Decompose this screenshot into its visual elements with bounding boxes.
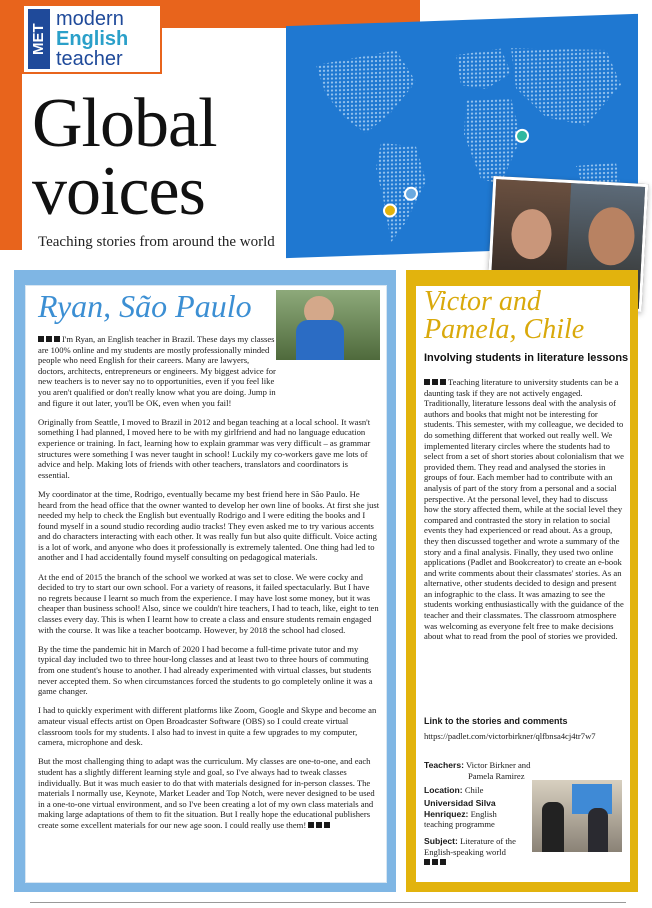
bullet-square-icon xyxy=(440,379,446,385)
europe xyxy=(456,48,511,90)
subject-label: Subject: xyxy=(424,836,458,846)
ryan-paragraph-1-text: I'm Ryan, an English teacher in Brazil. These days my classes are 100% online and my students are mostly professionally minded people who need English for their careers. Many are lawyers, doctors, architects, entrepreneurs or engineers. My biggest advice for new teachers is to never say no to opportunities, even if you feel like you aren't qualified or don't really know what you are doing. Jump in and figure it out later, you'll be OK, even when you fail! xyxy=(38,334,276,408)
ryan-paragraph-3: My coordinator at the time, Rodrigo, eventually became my best friend here in São Paulo. He heard from the head office that the owner wanted to develop her own line of books. At first she just needed my help to check the English but eventually Rodrigo and I were editing the books and I found myself in a sound studio recording audio tracks! They even asked me to try various accents and do characters interacting with each other. It was really fun but also quite difficult. Voice acting is a lot of work, and anyone who does it professionally is extremely talented. One thing had led to another and I had accidentally found myself consulting on pedagogical materials. xyxy=(38,488,380,563)
bullet-square-icon xyxy=(46,336,52,342)
bullet-square-icon xyxy=(432,379,438,385)
ryan-heading: Ryan, São Paulo xyxy=(38,288,252,324)
africa xyxy=(464,98,521,185)
victor-subheading: Involving students in literature lessons xyxy=(424,352,629,364)
footer-rule xyxy=(30,902,626,908)
asia xyxy=(511,44,621,128)
ryan-paragraph-6: I had to quickly experiment with different platforms like Zoom, Google and Skype and become an amateur visual effects artist on Open Broadcaster Software (OBS) so I could create virtual classroom tools for my students. I also had to invest in quite a few upgrades to my computer, camera, microphone and desk. xyxy=(38,705,377,748)
title-line-1: Global xyxy=(32,85,217,162)
page-title xyxy=(32,85,217,230)
victor-article-text: Teaching literature to university students can be a daunting task if they are not actively engaged. Traditionally, literature lessons deal with the analysis of authors and books that might not be interesting for students. This semester, with my colleague, we decided to do something different that worked out really well. We implemented literary circles where the students had to select from a set of short stories about colonialism that we provided them. They read and analysed the stories in groups of four. Each member had to contribute with an analysis of part of the story from a personal and a social perspective. At the personal level, they had to discuss how the story affected them, while at the social level they compared and contrasted the story in relation to social events they had experienced or read about. As a group, they then discussed together and wrote a summary of the story and a final analysis. Finally, they used two online applications (Padlet and Bookcreator) to create an e-book and write comments about their classmates' stories. As an alternative, other students decided to design and present an infographic to the class. It was amazing to see the students working enthusiastically with the guidance of the teacher and their classmates. The classroom atmosphere was welcoming as everyone felt free to make decisions about what to read from the pool of stories we provided. xyxy=(424,377,624,642)
logo-line-3: teacher xyxy=(56,48,123,70)
logo-line-2: English xyxy=(56,28,129,50)
left-band xyxy=(0,0,22,250)
university-label-1: Universidad Silva xyxy=(424,798,496,808)
ryan-paragraph-4: At the end of 2015 the branch of the school we worked at was set to close. We were cocky and decided to try to start our own school. For a variety of reasons, it failed spectacularly. But I have no regrets because I learnt so much from the experience. I may have lost some money, but it was cheaper than business school! Also, since we couldn't hire teachers, I had to teach, like, eight to ten classes every day. This is when I learnt how to create a class and ensure students remain engaged with the course. It was like a teacher bootcamp. However, by 2018 the school had closed. xyxy=(38,571,379,635)
end-square-icon xyxy=(316,822,322,828)
location-value: Chile xyxy=(464,785,484,795)
victor-article xyxy=(424,377,624,642)
title-line-2: voices xyxy=(32,153,205,230)
south-america xyxy=(376,141,426,243)
teachers-info xyxy=(424,760,530,781)
end-square-icon xyxy=(308,822,314,828)
ryan-paragraph-5: By the time the pandemic hit in March of 2020 I had become a full-time private tutor and my typical day included two to three hour-long classes and at least two to three hours of commuting from one student's house to another. I had already experimented with virtual classes, but students never accepted them. So when circumstances forced the students to go completely online it was a game changer. xyxy=(38,643,373,697)
location-info xyxy=(424,785,483,796)
teachers-value-1: Victor Birkner and xyxy=(465,760,531,770)
met-logo xyxy=(22,4,162,74)
university-label-2: Henriquez: xyxy=(424,808,469,819)
marker-asia xyxy=(516,130,528,142)
subject-value-1: Literature of the xyxy=(460,836,516,846)
marker-brazil xyxy=(405,188,417,200)
end-square-icon xyxy=(432,859,438,865)
victor-heading xyxy=(424,288,624,344)
logo-mark: MET xyxy=(28,9,50,69)
end-square-icon xyxy=(324,822,330,828)
classroom-photo xyxy=(532,780,622,852)
victor-heading-line-1: Victor and xyxy=(424,286,541,317)
student-figure-1 xyxy=(542,802,564,852)
page-subtitle: Teaching stories from around the world xyxy=(38,234,275,250)
student-figure-2 xyxy=(588,808,608,852)
bullet-square-icon xyxy=(424,379,430,385)
subject-info xyxy=(424,836,516,868)
teachers-label: Teachers: xyxy=(424,760,464,770)
ryan-paragraph-7 xyxy=(38,756,380,830)
victor-heading-line-2: Pamela, Chile xyxy=(424,314,585,345)
link-heading: Link to the stories and comments xyxy=(424,716,568,726)
university-value-2: teaching programme xyxy=(424,819,495,830)
ryan-paragraph-1 xyxy=(38,334,380,408)
end-square-icon xyxy=(424,859,430,865)
ryan-paragraph-7-text: But the most challenging thing to adapt was the curriculum. My classes are one-to-one, and each student has a slightly different learning style and goal, so I've always had to tweak classes individually. But it was much easier to do that with materials designed for in-person classes. The materials I normally use, Keynote, Market Leader and Top Notch, were never designed to be used in a one-to-one virtual environment, and so I've been creating a lot of my own class materials and making large adaptations of them to fit the situation. But I really hope the educational publishers create some excellent materials for our new age soon. I could really use them! xyxy=(38,756,375,830)
university-info xyxy=(424,798,497,830)
end-square-icon xyxy=(440,859,446,865)
ryan-article xyxy=(38,334,380,839)
bullet-square-icon xyxy=(54,336,60,342)
logo-wordmark xyxy=(56,9,128,69)
teachers-value-2: Pamela Ramirez xyxy=(468,770,525,781)
north-america xyxy=(316,50,416,135)
subject-value-2: English-speaking world xyxy=(424,846,506,857)
logo-line-1: modern xyxy=(56,8,124,30)
location-label: Location: xyxy=(424,785,463,795)
university-value-1: English xyxy=(470,808,497,819)
padlet-link[interactable]: https://padlet.com/victorbirkner/qlfbnsa4cj4tr7w7 xyxy=(424,731,596,741)
ryan-paragraph-2: Originally from Seattle, I moved to Brazil in 2012 and began teaching at a local school. It wasn't something I had planned, I moved here to be with my girlfriend and had no language education experience or training. In fact, learning how to explain grammar was very difficult – as grammar structures were something I was never taught in school! Luckily my co-workers gave me lots of advice and help. Making lots of friends with other teachers, translators and coordinators is essential. xyxy=(38,416,371,480)
bullet-square-icon xyxy=(38,336,44,342)
marker-chile xyxy=(384,204,396,216)
